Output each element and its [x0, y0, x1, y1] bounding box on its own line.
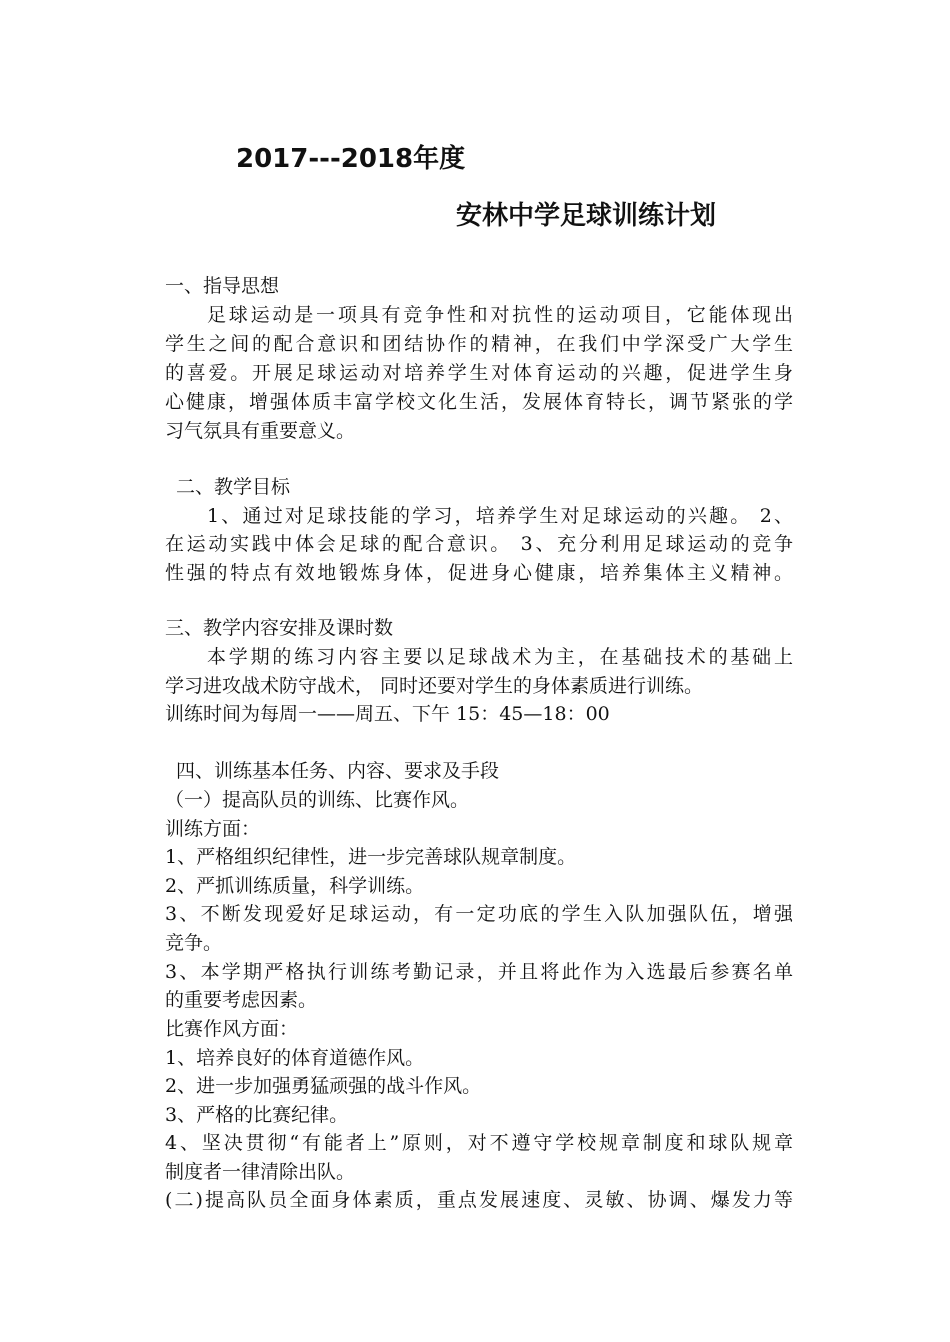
training-time-line: 训练时间为每周一——周五、下午 15：45—18：00 [165, 703, 610, 725]
section-heading-teaching-goals: 二、教学目标 [176, 476, 291, 498]
document-year-title: 2017---2018年度 [236, 144, 466, 174]
subsection-heading: (二)提高队员全面身体素质，重点发展速度、灵敏、协调、爆发力等 [165, 1189, 793, 1211]
list-item: 1、培养良好的体育道德作风。 [165, 1047, 425, 1069]
paragraph-line: 学习进攻战术防守战术， 同时还要对学生的身体素质进行训练。 [165, 675, 704, 697]
section-heading-guiding-thought: 一、指导思想 [165, 275, 280, 297]
paragraph-line: 本学期的练习内容主要以足球战术为主，在基础技术的基础上 [207, 646, 793, 668]
document-main-title: 安林中学足球训练计划 [456, 201, 717, 231]
list-item: 3、不断发现爱好足球运动，有一定功底的学生入队加强队伍，增强 [165, 903, 793, 925]
paragraph-line: 1、通过对足球技能的学习，培养学生对足球运动的兴趣。 2、 [207, 505, 793, 527]
list-item-continued: 竞争。 [165, 932, 223, 954]
paragraph-line: 足球运动是一项具有竞争性和对抗性的运动项目，它能体现出 [207, 304, 793, 326]
paragraph-line: 学生之间的配合意识和团结协作的精神，在我们中学深受广大学生 [165, 333, 793, 355]
paragraph-line: 习气氛具有重要意义。 [165, 420, 356, 442]
paragraph-line: 心健康，增强体质丰富学校文化生活，发展体育特长，调节紧张的学 [165, 391, 793, 413]
list-item: 1、严格组织纪律性，进一步完善球队规章制度。 [165, 846, 577, 868]
section-heading-content-schedule: 三、教学内容安排及课时数 [165, 617, 394, 639]
paragraph-line: 性强的特点有效地锻炼身体，促进身心健康，培养集体主义精神。 [165, 562, 793, 584]
subsection-heading: （一）提高队员的训练、比赛作风。 [165, 789, 470, 811]
list-item: 3、本学期严格执行训练考勤记录，并且将此作为入选最后参赛名单 [165, 961, 793, 983]
list-item-continued: 的重要考虑因素。 [165, 989, 318, 1011]
list-item: 2、严抓训练质量，科学训练。 [165, 875, 425, 897]
list-item: 2、进一步加强勇猛顽强的战斗作风。 [165, 1075, 482, 1097]
list-item: 4、坚决贯彻“有能者上”原则，对不遵守学校规章制度和球队规章 [165, 1132, 793, 1154]
subsection-label: 比赛作风方面： [165, 1018, 299, 1040]
list-item-continued: 制度者一律清除出队。 [165, 1161, 356, 1183]
list-item: 3、严格的比赛纪律。 [165, 1104, 349, 1126]
paragraph-line: 在运动实践中体会足球的配合意识。 3、充分利用足球运动的竞争 [165, 533, 793, 555]
subsection-label: 训练方面： [165, 818, 261, 840]
paragraph-line: 的喜爱。开展足球运动对培养学生对体育运动的兴趣，促进学生身 [165, 362, 793, 384]
section-heading-training-tasks: 四、训练基本任务、内容、要求及手段 [176, 760, 500, 782]
